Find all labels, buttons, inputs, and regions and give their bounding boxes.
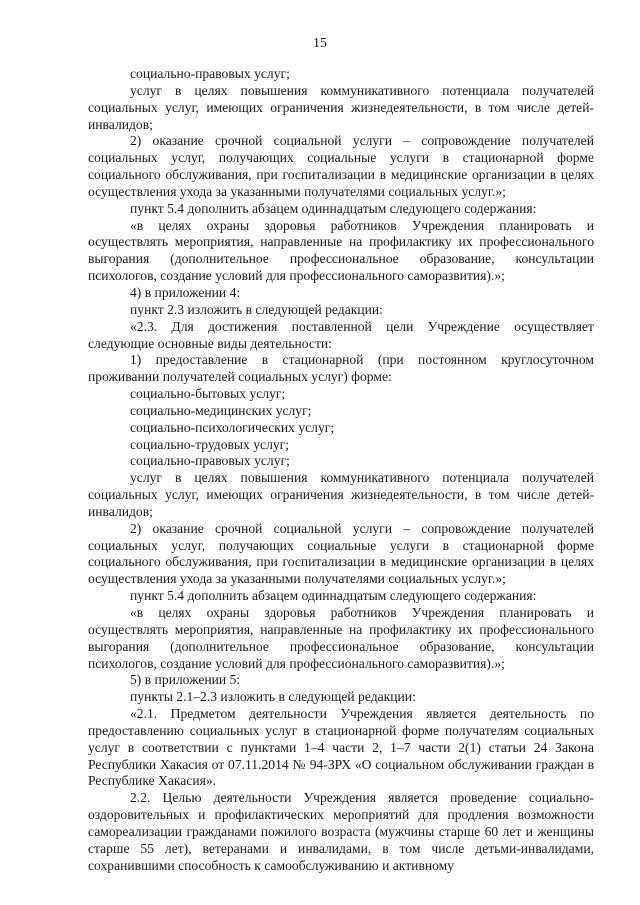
paragraph: «2.3. Для достижения поставленной цели Учреждение осуществляет следующие основные виды деятельности: — [88, 318, 594, 351]
document-body — [88, 66, 594, 875]
paragraph: 2) оказание срочной социальной услуги – сопровождение получателей социальных услуг, получающих социальные услуги в стационарной форме социального обслуживания, при госпитализации в медицинские организации в целях осуществления ухода за указанными получателями социальных услуг.»; — [88, 133, 594, 199]
list-item: социально-трудовых услуг; — [130, 436, 290, 452]
paragraph: услуг в целях повышения коммуникативного потенциала получателей социальных услуг, имеющих ограничения жизнедеятельности, в том числе детей-инвалидов; — [88, 82, 594, 132]
list-item: социально-психологических услуг; — [130, 419, 335, 435]
paragraph: пункты 2.1–2.3 изложить в следующей редакции: — [130, 689, 416, 705]
paragraph: 4) в приложении 4: — [130, 284, 241, 300]
paragraph: «в целях охраны здоровья работников Учреждения планировать и осуществлять мероприятия, направленные на профилактику их профессионального выгорания (дополнительное профессиональное образование, консультации психологов, создание условий для профессионального саморазвития).»; — [88, 217, 594, 284]
paragraph: «в целях охраны здоровья работников Учреждения планировать и осуществлять мероприятия, направленные на профилактику их профессионального выгорания (дополнительное профессиональное образование, консультации психологов, создание условий для профессионального саморазвития).»; — [88, 605, 594, 671]
list-item: социально-бытовых услуг; — [130, 386, 286, 402]
paragraph: 2.2. Целью деятельности Учреждения является проведение социально-оздоровительных и профилактических мероприятий для продления возможности самореализации гражданами пожилого возраста (мужчины старше 60 лет и женщины старше 55 лет), ветеранами и инвалидами, в том числе детьми-инвалидами, сохранившими способность к самообслуживанию и активному — [88, 790, 594, 873]
list-item: социально-правовых услуг; — [130, 66, 290, 81]
paragraph: 5) в приложении 5: — [130, 672, 241, 688]
list-item: социально-медицинских услуг; — [130, 402, 312, 418]
list-item: социально-правовых услуг; — [130, 453, 290, 469]
paragraph: «2.1. Предметом деятельности Учреждения является деятельность по предоставлению социальных услуг в стационарной форме получателям социальных услуг в соответствии с пунктами 1–4 части 2, 1–7 части 2(1) статьи 24 Закона Республики Хакасия от 07.11.2014 № 94-ЗРХ «О социальном обслуживании граждан в Республике Хакасия». — [88, 706, 594, 789]
paragraph: 1) предоставление в стационарной (при постоянном круглосуточном проживании получателей социальных услуг) форме: — [88, 352, 594, 385]
page-number: 15 — [313, 36, 327, 51]
paragraph: услуг в целях повышения коммуникативного потенциала получателей социальных услуг, имеющих ограничения жизнедеятельности, в том числе детей-инвалидов; — [88, 470, 594, 519]
paragraph: пункт 5.4 дополнить абзацем одиннадцатым следующего содержания: — [130, 588, 537, 604]
paragraph: пункт 5.4 дополнить абзацем одиннадцатым следующего содержания: — [130, 200, 537, 216]
paragraph: пункт 2.3 изложить в следующей редакции: — [130, 301, 383, 317]
paragraph: 2) оказание срочной социальной услуги – сопровождение получателей социальных услуг, получающих социальные услуги в стационарной форме социального обслуживания, при госпитализации в медицинские организации в целях осуществления ухода за указанными получателями социальных услуг.»; — [88, 520, 594, 587]
